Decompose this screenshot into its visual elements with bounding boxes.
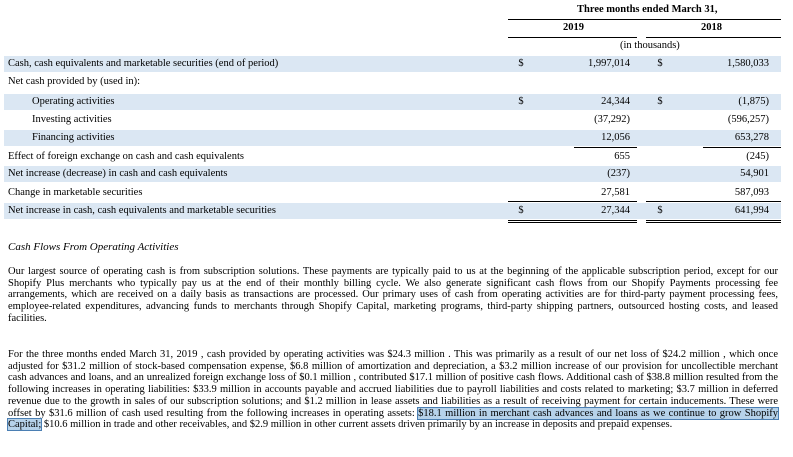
row-label: Net increase in cash, cash equivalents and marketable securities xyxy=(8,205,276,216)
value-2019: 1,997,014 xyxy=(588,58,630,69)
row-label: Cash, cash equivalents and marketable securities (end of period) xyxy=(8,58,279,69)
currency-symbol: $ xyxy=(657,205,663,216)
value-2018: 54,901 xyxy=(740,168,769,179)
paragraph-text: $10.6 million in trade and other receivables, and $2.9 million in other current assets driven primarily by an increase in deposits and prepaid expenses. xyxy=(41,419,673,431)
value-2019: (237) xyxy=(607,168,630,179)
section-title: Cash Flows From Operating Activities xyxy=(8,241,179,253)
period-header: Three months ended March 31, xyxy=(577,4,718,15)
value-2018: 653,278 xyxy=(734,132,769,143)
value-2019: 24,344 xyxy=(601,96,630,107)
highlighted-text-selection[interactable]: $18.1 million in merchant cash advances and loans as we continue to grow Shopify Capital; xyxy=(8,407,779,431)
table-row xyxy=(4,185,781,201)
row-label: Net cash provided by (used in): xyxy=(8,76,141,87)
paragraph-text: For the three months ended March 31, 2019 , cash provided by operating activities was $24.3 million . This was primarily as a result of our net loss of $24.2 million , which once adjusted for $31.2 million of stock-based compensation expense, $6.8 million of amortization and depreciation, a $3.2 million increase of our provision for uncollectible merchant cash advances and loans, and an unrealized foreign exchange loss of $0.1 million , contributed $17.1 million of positive cash flows. Additional cash of $38.8 million resulted from the following increases in operating liabilities: $33.9 million in accounts payable and accrued liabilities due to payroll liabilities and costs related to marketing; $3.7 million in deferred revenue due to the growth in sales of our subscription solutions; and $1.2 million in lease assets and liabilities as a result of receiving payment for certain inducements. These were offset by $31.6 million of cash used resulting from the following increases in operating assets: xyxy=(8,349,778,419)
subtotal-rule-2018 xyxy=(703,147,781,148)
currency-symbol: $ xyxy=(657,96,663,107)
value-2019: 27,581 xyxy=(601,187,630,198)
subtotal-rule-2019 xyxy=(574,147,637,148)
value-2018: 641,994 xyxy=(734,205,769,216)
table-row xyxy=(4,166,781,182)
table-row xyxy=(4,74,781,90)
year-2019-header: 2019 xyxy=(563,22,584,33)
value-2019: 27,344 xyxy=(601,205,630,216)
paragraph-sources-uses: Our largest source of operating cash is from subscription solutions. These payments are typically paid to us at the beginning of the applicable subscription period, except for our Shopify Plus merchants who typically pay us at the end of their monthly billing cycle. We also generate significant cash flows from our Shopify Payments processing fee arrangements, which are received on a daily basis as transactions are processed. Our primary uses of cash from operating activities are for third-party payment processing fees, employee-related expenditures, advancing funds to merchants through Shopify Capital, marketing programs, third-party shipping partners, outsourced hosting costs, and leased facilities. xyxy=(8,266,778,324)
header-rule-top xyxy=(508,19,781,20)
currency-symbol: $ xyxy=(518,58,524,69)
value-2018: 587,093 xyxy=(734,187,769,198)
table-row xyxy=(4,149,781,165)
row-label: Effect of foreign exchange on cash and cash equivalents xyxy=(8,151,244,162)
value-2018: (245) xyxy=(746,151,769,162)
table-row xyxy=(4,94,781,110)
currency-symbol: $ xyxy=(657,58,663,69)
row-label: Change in marketable securities xyxy=(8,187,143,198)
row-label: Financing activities xyxy=(32,132,115,143)
header-rule-2019 xyxy=(508,37,637,38)
table-row xyxy=(4,130,781,146)
value-2019: 12,056 xyxy=(601,132,630,143)
value-2019: 655 xyxy=(614,151,630,162)
table-row xyxy=(4,203,781,219)
value-2019: (37,292) xyxy=(594,114,630,125)
row-label: Investing activities xyxy=(32,114,112,125)
double-rule-2019 xyxy=(508,220,637,223)
double-rule-2018 xyxy=(646,220,781,223)
value-2018: (1,875) xyxy=(738,96,769,107)
row-label: Operating activities xyxy=(32,96,115,107)
year-2018-header: 2018 xyxy=(701,22,722,33)
currency-symbol: $ xyxy=(518,96,524,107)
total-rule-2018 xyxy=(646,201,781,202)
currency-symbol: $ xyxy=(518,205,524,216)
units-label: (in thousands) xyxy=(620,40,680,51)
table-row xyxy=(4,56,781,72)
row-label: Net increase (decrease) in cash and cash equivalents xyxy=(8,168,228,179)
total-rule-2019 xyxy=(508,201,637,202)
table-row xyxy=(4,112,781,128)
value-2018: 1,580,033 xyxy=(727,58,769,69)
value-2018: (596,257) xyxy=(727,114,769,125)
paragraph-operating-detail xyxy=(8,349,778,431)
header-rule-2018 xyxy=(646,37,781,38)
